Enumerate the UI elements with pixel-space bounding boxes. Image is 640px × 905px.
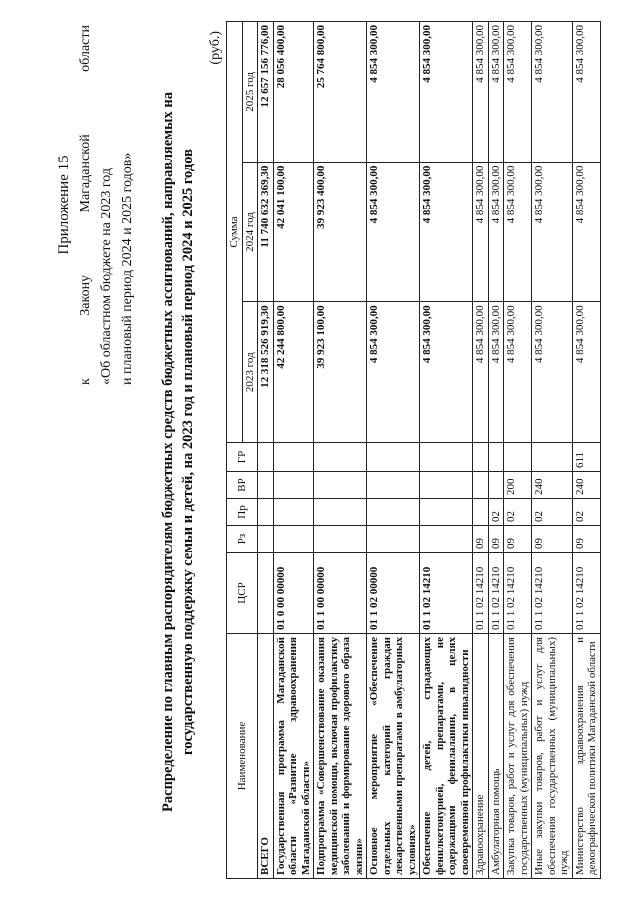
row-csr: 01 1 02 14210	[473, 553, 489, 634]
row-sum-2024: 4 854 300,00	[473, 162, 489, 302]
row-sum-2024: 4 854 300,00	[488, 162, 504, 302]
row-name: Основное мероприятие «Обеспечение отдельных категорий граждан лекарственными препаратами в амбулаторных условиях»	[367, 634, 420, 879]
row-sum-2025: 4 854 300,00	[504, 22, 532, 163]
header-vr: ВР	[227, 472, 258, 499]
header-sum: Сумма	[227, 22, 243, 443]
row-gr	[314, 443, 367, 472]
row-gr	[473, 443, 489, 472]
row-sum-2023: 4 854 300,00	[420, 302, 473, 443]
table-row	[532, 22, 573, 879]
row-sum-2025: 4 854 300,00	[488, 22, 504, 163]
row-rz	[273, 526, 314, 553]
row-sum-2024: 39 923 400,00	[314, 162, 367, 302]
row-csr: 01 1 02 14210	[504, 553, 532, 634]
document-page	[40, 17, 600, 887]
row-csr: 01 1 02 14210	[488, 553, 504, 634]
row-name: Здравоохранение	[473, 634, 489, 879]
row-name: Обеспечение детей, страдающих фенилкетонурией, препаратами, не содержащими фенилаланин, в целях своевременной профилактики инвалидности	[420, 634, 473, 879]
row-sum-2024: 4 854 300,00	[504, 162, 532, 302]
row-rz: 09	[473, 526, 489, 553]
row-gr	[532, 443, 573, 472]
header-year-2024: 2024 год	[242, 162, 258, 302]
row-vr	[488, 472, 504, 499]
table-row	[473, 22, 489, 879]
row-gr	[504, 443, 532, 472]
table-row	[420, 22, 473, 879]
appendix-line-period: и плановый период 2024 и 2025 годов»	[120, 152, 135, 385]
row-vr: 240	[572, 472, 600, 499]
row-sum-2024: 4 854 300,00	[420, 162, 473, 302]
row-rz: 09	[504, 526, 532, 553]
row-csr: 01 1 02 14210	[572, 553, 600, 634]
currency-unit: (руб.)	[208, 31, 223, 65]
header-gr: ГР	[227, 443, 258, 472]
table-body	[258, 22, 601, 879]
row-sum-2023: 4 854 300,00	[504, 302, 532, 443]
row-vr: 240	[532, 472, 573, 499]
row-sum-2023: 4 854 300,00	[572, 302, 600, 443]
table-row	[488, 22, 504, 879]
row-sum-2023: 12 318 526 919,30	[258, 302, 274, 443]
row-csr: 01 1 00 00000	[314, 553, 367, 634]
row-pr: 02	[532, 499, 573, 526]
row-sum-2024: 11 740 632 369,30	[258, 162, 274, 302]
row-rz	[367, 526, 420, 553]
table-row	[258, 22, 274, 879]
row-sum-2025: 25 764 800,00	[314, 22, 367, 163]
appendix-number: Приложение 15	[56, 155, 72, 255]
header-year-2023: 2023 год	[242, 302, 258, 443]
row-pr: 02	[504, 499, 532, 526]
appendix-word: Закону	[78, 274, 93, 316]
row-rz: 09	[532, 526, 573, 553]
row-name: Закупка товаров, работ и услуг для обеспечения государственных (муниципальных) нужд	[504, 634, 532, 879]
row-sum-2025: 4 854 300,00	[532, 22, 573, 163]
row-gr	[258, 443, 274, 472]
appendix-block	[54, 25, 138, 385]
row-pr	[314, 499, 367, 526]
header-name: Наименование	[227, 634, 258, 879]
row-sum-2023: 4 854 300,00	[488, 302, 504, 443]
row-vr	[420, 472, 473, 499]
row-sum-2024: 4 854 300,00	[532, 162, 573, 302]
row-gr	[488, 443, 504, 472]
row-vr	[258, 472, 274, 499]
row-vr	[314, 472, 367, 499]
row-pr	[473, 499, 489, 526]
table-row	[273, 22, 314, 879]
row-rz	[420, 526, 473, 553]
row-pr	[420, 499, 473, 526]
row-sum-2023: 4 854 300,00	[532, 302, 573, 443]
row-vr	[273, 472, 314, 499]
row-pr: 02	[572, 499, 600, 526]
row-pr: 02	[488, 499, 504, 526]
row-name: Подпрограмма «Совершенствование оказания медицинской помощи, включая профилактику заболеваний и формирование здорового образа жизни»	[314, 634, 367, 879]
row-sum-2025: 4 854 300,00	[473, 22, 489, 163]
row-pr	[258, 499, 274, 526]
row-name: Министерство здравоохранения и демографической политики Магаданской области	[572, 634, 600, 879]
row-name: Иные закупки товаров, работ и услуг для обеспечения государственных (муниципальных) нужд	[532, 634, 573, 879]
row-pr	[367, 499, 420, 526]
row-name: Амбулаторная помощь	[488, 634, 504, 879]
header-csr: ЦСР	[227, 553, 258, 634]
row-sum-2023: 42 244 800,00	[273, 302, 314, 443]
row-gr	[273, 443, 314, 472]
table-row	[572, 22, 600, 879]
row-vr	[473, 472, 489, 499]
appendix-word: к	[78, 378, 93, 385]
appendix-line-law	[75, 25, 96, 385]
row-csr	[258, 553, 274, 634]
header-rz: Рз	[227, 526, 258, 553]
row-sum-2023: 4 854 300,00	[367, 302, 420, 443]
row-rz	[258, 526, 274, 553]
row-rz: 09	[488, 526, 504, 553]
row-csr: 01 1 02 14210	[420, 553, 473, 634]
row-csr: 01 1 02 14210	[532, 553, 573, 634]
row-pr	[273, 499, 314, 526]
row-sum-2025: 12 657 156 776,00	[258, 22, 274, 163]
row-sum-2023: 4 854 300,00	[473, 302, 489, 443]
table-row	[504, 22, 532, 879]
appendix-word: области	[78, 25, 93, 72]
row-sum-2024: 4 854 300,00	[367, 162, 420, 302]
row-vr	[367, 472, 420, 499]
row-rz	[314, 526, 367, 553]
appendix-word: Магаданской	[78, 134, 93, 213]
row-name: Государственная программа Магаданской области «Развитие здравоохранения Магаданской области»	[273, 634, 314, 879]
row-gr	[367, 443, 420, 472]
row-gr	[420, 443, 473, 472]
row-sum-2023: 39 923 100,00	[314, 302, 367, 443]
row-sum-2025: 28 056 400,00	[273, 22, 314, 163]
row-sum-2024: 42 041 100,00	[273, 162, 314, 302]
header-year-2025: 2025 год	[242, 22, 258, 163]
row-vr: 200	[504, 472, 532, 499]
row-gr: 611	[572, 443, 600, 472]
row-sum-2024: 4 854 300,00	[572, 162, 600, 302]
table-row	[314, 22, 367, 879]
header-pr: Пр	[227, 499, 258, 526]
budget-table	[226, 21, 601, 879]
appendix-line-budget: «Об областном бюджете на 2023 год	[99, 168, 114, 385]
row-name: ВСЕГО	[258, 634, 274, 879]
row-rz: 09	[572, 526, 600, 553]
table-row	[367, 22, 420, 879]
row-csr: 01 1 02 00000	[367, 553, 420, 634]
row-sum-2025: 4 854 300,00	[572, 22, 600, 163]
document-title: Распределение по главным распорядителям бюджетных средств бюджетных ассигнований, направляемых на государственную поддержку семьи и детей, на 2023 год и плановый период 2024 и 2025 годов	[160, 92, 196, 812]
row-sum-2025: 4 854 300,00	[420, 22, 473, 163]
row-sum-2025: 4 854 300,00	[367, 22, 420, 163]
table-header-row	[227, 22, 243, 879]
row-csr: 01 0 00 00000	[273, 553, 314, 634]
